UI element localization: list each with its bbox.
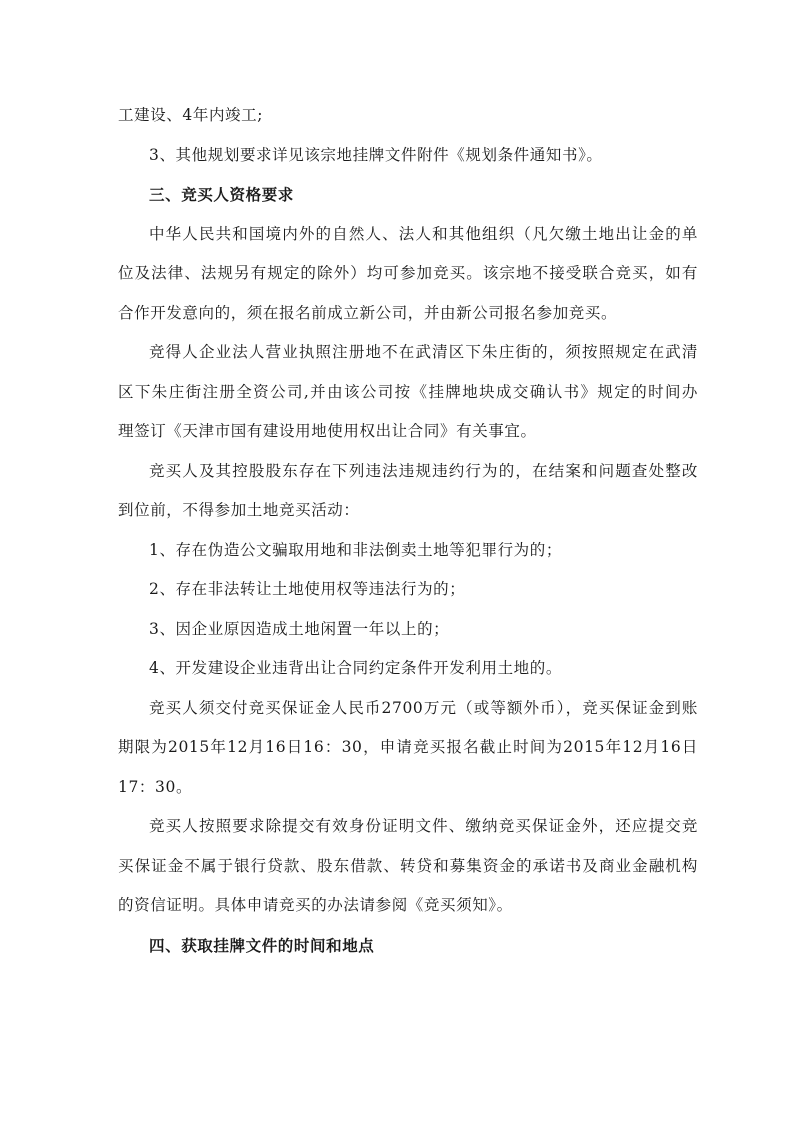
text-line: 2、存在非法转让土地使用权等违法行为的；: [149, 580, 466, 598]
text-line: 3、因企业原因造成土地闲置一年以上的；: [149, 619, 450, 638]
text-line: 位及法律、法规另有规定的除外）均可参加竞买。该宗地不接受联合竞买，如有: [118, 264, 698, 282]
text-line: 3、其他规划要求详见该宗地挂牌文件附件《规划条件通知书》。: [149, 145, 603, 164]
text-line: 买保证金不属于银行贷款、股东借款、转贷和募集资金的承诺书及商业金融机构: [118, 856, 698, 875]
text-line: 工建设、4年内竣工;: [118, 106, 264, 124]
text-line: 理签订《天津市国有建设用地使用权出让合同》有关事宜。: [118, 422, 537, 440]
section-heading: 四、获取挂牌文件的时间和地点: [149, 935, 375, 955]
text-line: 期限为2015年12月16日16：30，申请竞买报名截止时间为2015年12月16日: [118, 738, 698, 756]
text-line: 区下朱庄街注册全资公司,并由该公司按《挂牌地块成交确认书》规定的时间办: [118, 382, 698, 401]
text-line: 17：30。: [118, 777, 193, 796]
text-line: 4、开发建设企业违背出让合同约定条件开发利用土地的。: [149, 659, 562, 677]
text-line: 竞买人须交付竞买保证金人民币2700万元（或等额外币），竞买保证金到账: [149, 698, 698, 717]
text-line: 竞得人企业法人营业执照注册地不在武清区下朱庄街的，须按照规定在武清: [149, 343, 698, 361]
document-body: [118, 96, 698, 965]
text-line: 合作开发意向的，须在报名前成立新公司，并由新公司报名参加竞买。: [118, 303, 618, 322]
text-line: 的资信证明。具体申请竞买的办法请参阅《竞买须知》。: [118, 896, 513, 914]
text-line: 到位前，不得参加土地竞买活动：: [118, 501, 360, 519]
text-line: 竞买人按照要求除提交有效身份证明文件、缴纳竞买保证金外，还应提交竞: [149, 817, 698, 835]
text-line: 竞买人及其控股股东存在下列违法违规违约行为的，在结案和问题查处整改: [149, 461, 698, 480]
section-heading: 三、竞买人资格要求: [149, 185, 294, 204]
text-line: 中华人民共和国境内外的自然人、法人和其他组织（凡欠缴土地出让金的单: [149, 224, 698, 243]
text-line: 1、存在伪造公文骗取用地和非法倒卖土地等犯罪行为的；: [149, 540, 562, 559]
